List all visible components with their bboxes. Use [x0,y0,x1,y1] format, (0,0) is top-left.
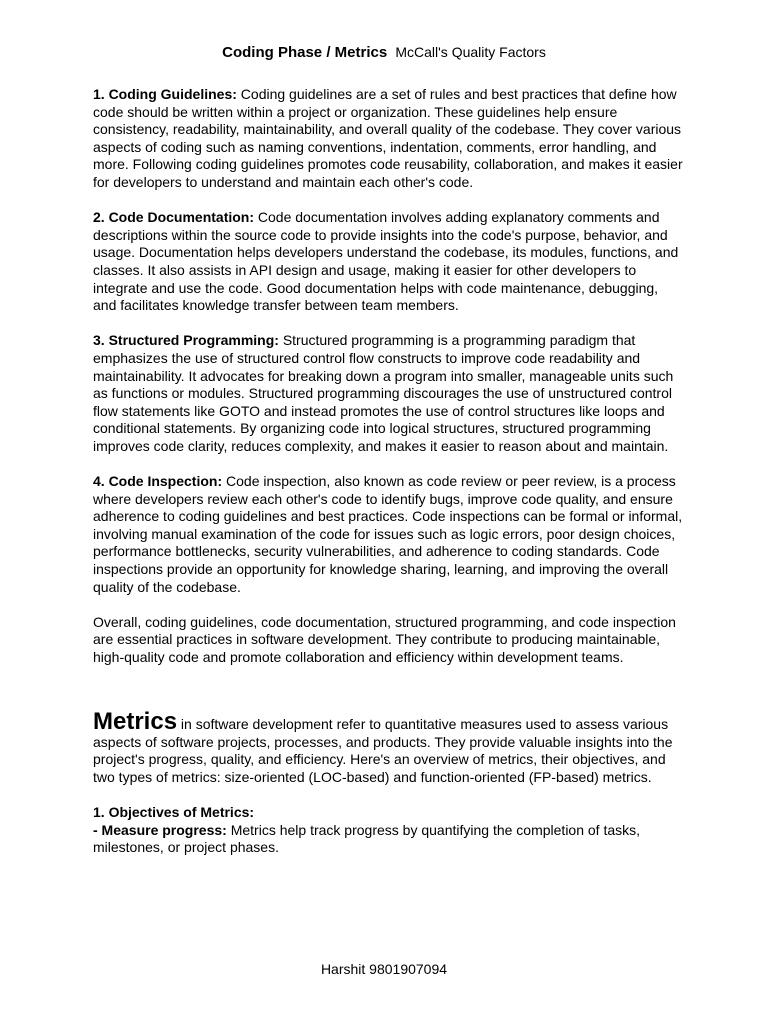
objective-text: Metrics help track progress by quantifying the completion of tasks, milestones, or project phases. [93,821,641,856]
section-body: Code inspection, also known as code review or peer review, is a process where developers review each other's code to identify bugs, improve code quality, and ensure adherence to coding guidelines and best practices. Code inspections can be formal or informal, involving manual examination of the code for issues such as logic errors, poor design choices, performance bottlenecks, security vulnerabilities, and adherence to coding standards. Code inspections provide an opportunity for knowledge sharing, learning, and improving the overall quality of the codebase. [93,473,683,595]
section-code-inspection [93,473,683,596]
section-heading: 3. Structured Programming: [93,332,279,349]
section-heading: 2. Code Documentation: [93,209,255,226]
section-structured-programming [93,332,683,455]
page-footer: Harshit 9801907094 [320,961,448,977]
document-body [93,86,683,857]
page-header [0,42,768,63]
page-subtitle: McCall's Quality Factors [395,44,546,60]
section-heading: 4. Code Inspection: [93,473,223,490]
metrics-intro-text: in software development refer to quantitative measures used to assess various aspects of software projects, processes, and products. They provide valuable insights into the project's progress, quality, and efficiency. Here's an overview of metrics, their objectives, and two types of metrics: size-oriented (LOC-based) and function-oriented (FP-based) metrics. [93,715,673,785]
section-heading: 1. Coding Guidelines: [93,86,237,102]
objective-item [93,822,683,857]
metrics-term: Metrics [93,707,178,735]
page-title: Coding Phase / Metrics [222,44,388,61]
section-body: Code documentation involves adding explanatory comments and descriptions within the source code to provide insights into the code's purpose, behavior, and usage. Documentation helps developers understand the codebase, its modules, functions, and classes. It also assists in API design and usage, making it easier for other developers to integrate and use the code. Good documentation helps with code maintenance, debugging, and facilitates knowledge transfer between team members. [93,209,679,314]
summary-paragraph: Overall, coding guidelines, code documentation, structured programming, and code inspection are essential practices in software development. They contribute to producing maintainable, high-quality code and promote collaboration and efficiency within development teams. [93,613,676,665]
metrics-intro [93,707,683,787]
section-body: Structured programming is a programming paradigm that emphasizes the use of structured control flow constructs to improve code readability and maintainability. It advocates for breaking down a program into smaller, manageable units such as functions or modules. Structured programming discourages the use of unstructured control flow statements like GOTO and instead promotes the use of control structures like loops and conditional statements. By organizing code into logical structures, structured programming improves code clarity, reduces complexity, and makes it easier to reason about and maintain. [93,332,674,454]
section-code-documentation [93,209,683,315]
objective-label: - Measure progress: [93,821,227,838]
section-body: Coding guidelines are a set of rules and best practices that define how code should be written within a project or organization. These guidelines help ensure consistency, readability, maintainability, and overall quality of the codebase. They cover various aspects of coding such as naming conventions, indentation, comments, error handling, and more. Following coding guidelines promotes code reusability, collaboration, and makes it easier for developers to understand and maintain each other's code. [93,86,683,190]
objectives-heading: 1. Objectives of Metrics: [93,803,255,820]
objectives-block [93,804,683,857]
section-coding-guidelines [93,86,683,192]
